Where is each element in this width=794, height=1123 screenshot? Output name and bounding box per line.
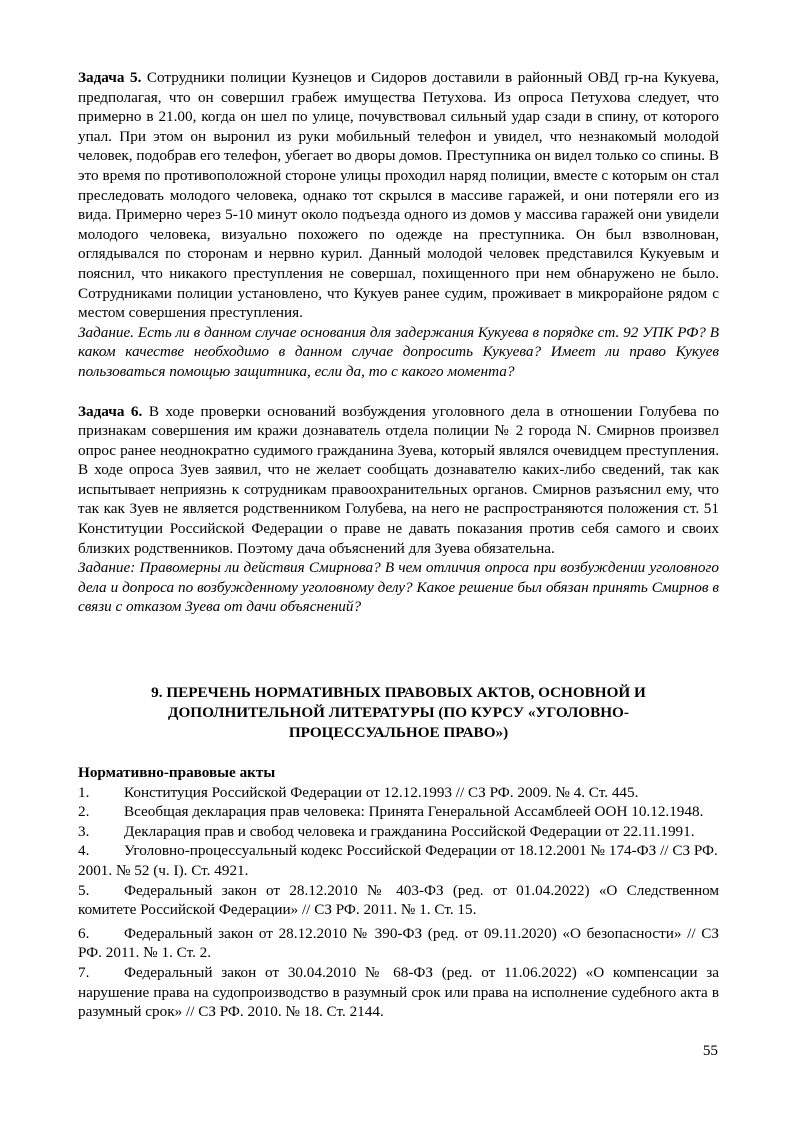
- section-title: 9. ПЕРЕЧЕНЬ НОРМАТИВНЫХ ПРАВОВЫХ АКТОВ, ОСНОВНОЙ И ДОПОЛНИТЕЛЬНОЙ ЛИТЕРАТУРЫ (ПО КУРСУ «УГОЛОВНО-ПРОЦЕССУАЛЬНОЕ ПРАВО»): [151, 684, 646, 742]
- spacer: [78, 617, 719, 683]
- reference-text: Всеобщая декларация прав человека: Принята Генеральной Ассамблеей ООН 10.12.1948.: [124, 803, 704, 821]
- reference-item: [78, 841, 719, 880]
- reference-text: Декларация прав и свобод человека и гражданина Российской Федерации от 22.11.1991.: [124, 822, 695, 840]
- task-6-paragraph: [78, 402, 719, 559]
- task-6-text: В ходе проверки оснований возбуждения уголовного дела в отношении Голубева по признакам совершения им кражи дознаватель отдела полиции № 2 города N. Смирнов произвел опрос ранее неоднократно судимого гражданина Зуева, который являлся очевидцем преступления. В ходе опроса Зуев заявил, что не желает сообщать дознавателю каких-либо сведений, так как испытывает неприязнь к сотрудникам правоохранительных органов. Смирнов разъяснил ему, что так как Зуев не является родственником Голубева, на него не распространяются положения ст. 51 Конституции Российской Федерации о праве не давать показания против себя самого и своих близких родственников. Поэтому дача объяснений для Зуева обязательна.: [78, 402, 719, 557]
- reference-item: [78, 783, 719, 803]
- reference-number: 3.: [78, 822, 90, 840]
- task-5-label: Задача 5.: [78, 69, 142, 86]
- task-5-assignment: Задание. Есть ли в данном случае основания для задержания Кукуева в порядке ст. 92 УПК РФ? В каком качестве необходимо в данном случае допросить Кукуева? Имеет ли право Кукуев пользоваться помощью защитника, если да, то с какого момента?: [78, 323, 719, 380]
- reference-item: [78, 963, 719, 1022]
- reference-text: Федеральный закон от 28.12.2010 № 390-ФЗ (ред. от 09.11.2020) «О безопасности» // СЗ РФ. 2011. № 1. Ст. 2.: [78, 924, 719, 962]
- spacer: [78, 382, 719, 402]
- reference-text: Уголовно-процессуальный кодекс Российской Федерации от 18.12.2001 № 174-ФЗ // СЗ РФ. 2001. № 52 (ч. I). Ст. 4921.: [78, 842, 718, 879]
- task-6-assignment: Задание: Правомерны ли действия Смирнова? В чем отличия опроса при возбуждении уголовного дела и допроса по возбужденному уголовному делу? Какое решение был обязан принять Смирнов в связи с отказом Зуева от дачи объяснений?: [78, 559, 719, 616]
- reference-number: 1.: [78, 783, 90, 801]
- reference-item: [78, 822, 719, 842]
- document-page: [78, 68, 719, 1022]
- reference-text: Конституция Российской Федерации от 12.12.1993 // СЗ РФ. 2009. № 4. Ст. 445.: [124, 783, 639, 801]
- reference-text: Федеральный закон от 30.04.2010 № 68-ФЗ (ред. от 11.06.2022) «О компенсации за нарушение права на судопроизводство в разумный срок или права на исполнение судебного акта в разумный срок» // СЗ РФ. 2010. № 18. Ст. 2144.: [78, 963, 719, 1021]
- spacer: [78, 743, 719, 763]
- reference-text: Федеральный закон от 28.12.2010 № 403-ФЗ (ред. от 01.04.2022) «О Следственном комитете Российской Федерации» // СЗ РФ. 2011. № 1. Ст. 15.: [78, 881, 719, 919]
- reference-item: [78, 924, 719, 963]
- reference-number: 5.: [78, 881, 90, 899]
- task-5-paragraph: [78, 68, 719, 323]
- reference-number: 2.: [78, 803, 90, 821]
- reference-number: 7.: [78, 963, 90, 981]
- reference-number: 4.: [78, 842, 90, 860]
- task-6-label: Задача 6.: [78, 402, 143, 420]
- reference-number: 6.: [78, 924, 90, 942]
- subheading-normative-acts: Нормативно-правовые акты: [78, 764, 276, 782]
- page-number: 55: [702, 1042, 718, 1059]
- reference-item: [78, 802, 719, 822]
- reference-item: [78, 881, 719, 920]
- task-5-text: Сотрудники полиции Кузнецов и Сидоров доставили в районный ОВД гр-на Кукуева, предполагая, что он совершил грабеж имущества Петухова. Из опроса Петухова следует, что примерно в 21.00, когда он шел по улице, почувствовал сильный удар сзади в спину, от которого упал. При этом он выронил из руки мобильный телефон и увидел, что незнакомый молодой человек, подобрав его телефон, убегает во дворы домов. Преступника он видел только со спины. В это время по противоположной стороне улицы проходил наряд полиции, вместе с которым он стал преследовать молодого человека, однако тот скрылся в массиве гаражей, и они потеряли его из вида. Примерно через 5-10 минут около подъезда одного из домов у массива гаражей они увидели молодого человека, визуально похожего по одежде на преступника. Он был взволнован, оглядывался по сторонам и нервно курил. Данный молодой человек представился Кукуевым и пояснил, что никакого преступления не совершал, похищенного при нем обнаружено не было. Сотрудниками полиции установлено, что Кукуев ранее судим, проживает в микрорайоне рядом с местом совершения преступления.: [78, 69, 719, 322]
